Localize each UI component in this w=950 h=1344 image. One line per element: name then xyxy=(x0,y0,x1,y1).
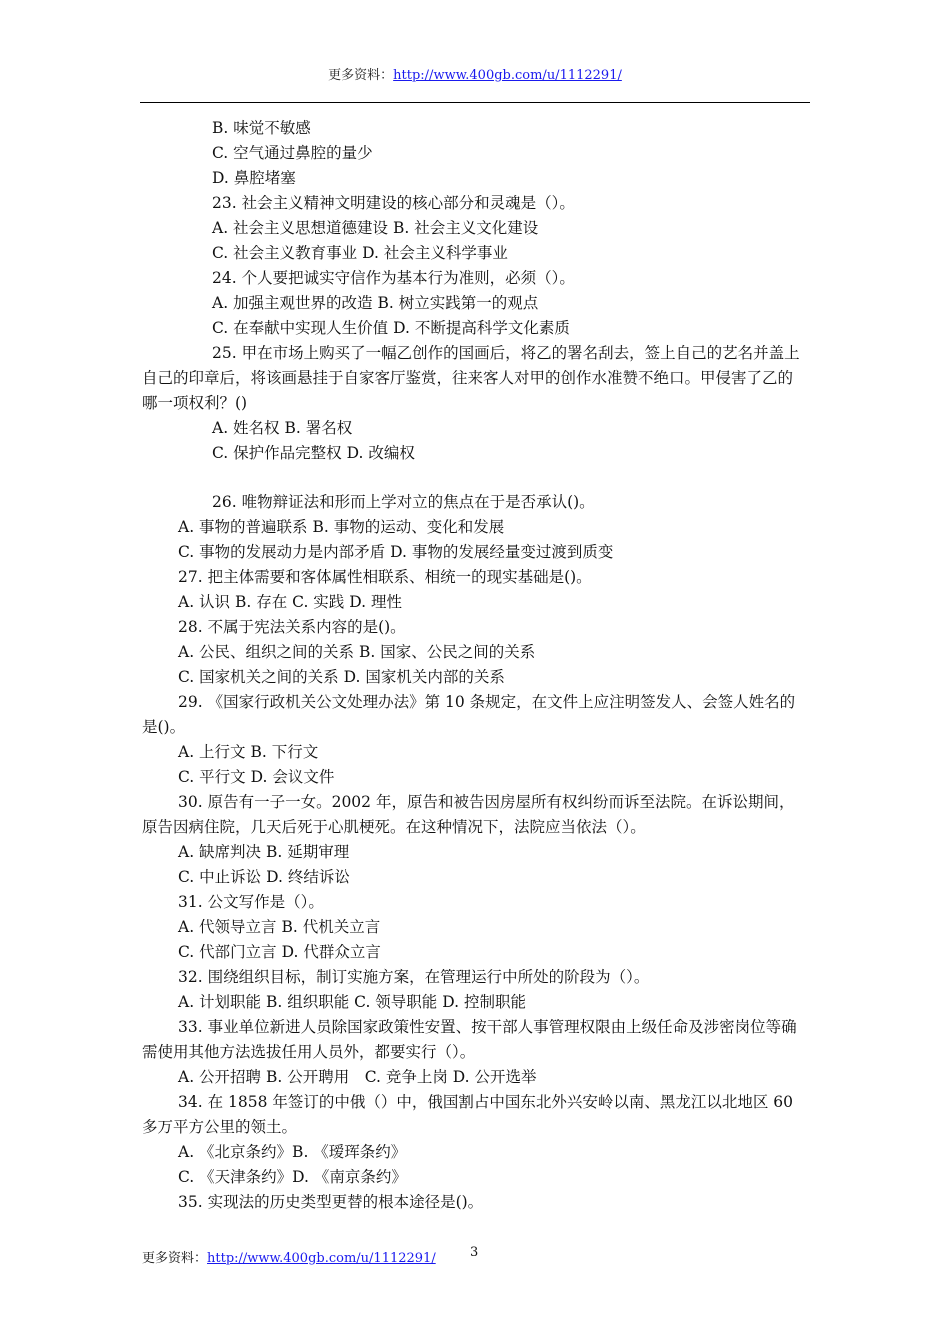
option-line: C. 代部门立言 D. 代群众立言 xyxy=(178,943,381,961)
option-line: A. 计划职能 B. 组织职能 C. 领导职能 D. 控制职能 xyxy=(178,993,526,1011)
page-number: 3 xyxy=(470,1245,479,1260)
header-link[interactable]: http://www.400gb.com/u/1112291/ xyxy=(393,68,622,83)
option-line: D. 鼻腔堵塞 xyxy=(212,169,296,187)
question-34: 34. 在 1858 年签订的中俄（）中，俄国割占中国东北外兴安岭以南、黑龙江以北地区 60 多万平方公里的领土。 xyxy=(142,1093,794,1136)
footer-label: 更多资料： xyxy=(142,1251,208,1266)
question-25: 25. 甲在市场上购买了一幅乙创作的国画后，将乙的署名刮去，签上自己的艺名并盖上自己的印章后，将该画悬挂于自家客厅鉴赏，往来客人对甲的创作水准赞不绝口。甲侵害了乙的哪一项权利？() xyxy=(142,344,800,412)
question-32: 32. 围绕组织目标，制订实施方案，在管理运行中所处的阶段为（）。 xyxy=(178,968,650,986)
option-line: A. 缺席判决 B. 延期审理 xyxy=(178,843,350,861)
spacer xyxy=(142,466,808,490)
option-line: C. 在奉献中实现人生价值 D. 不断提高科学文化素质 xyxy=(212,319,570,337)
option-line: C. 《天津条约》D. 《南京条约》 xyxy=(178,1168,407,1186)
question-28: 28. 不属于宪法关系内容的是()。 xyxy=(178,618,406,636)
option-line: A. 社会主义思想道德建设 B. 社会主义文化建设 xyxy=(212,219,539,237)
option-line: A. 《北京条约》B. 《瑷珲条约》 xyxy=(178,1143,407,1161)
option-line: C. 保护作品完整权 D. 改编权 xyxy=(212,444,415,462)
question-31: 31. 公文写作是（）。 xyxy=(178,893,324,911)
option-line: C. 国家机关之间的关系 D. 国家机关内部的关系 xyxy=(178,668,505,686)
question-29: 29. 《国家行政机关公文处理办法》第 10 条规定，在文件上应注明签发人、会签人姓名的是()。 xyxy=(142,693,796,736)
header-rule xyxy=(140,102,810,103)
question-26: 26. 唯物辩证法和形而上学对立的焦点在于是否承认()。 xyxy=(212,493,595,511)
option-line: C. 社会主义教育事业 D. 社会主义科学事业 xyxy=(212,244,508,262)
option-line: A. 认识 B. 存在 C. 实践 D. 理性 xyxy=(178,593,402,611)
option-line: A. 上行文 B. 下行文 xyxy=(178,743,319,761)
option-line: A. 公民、组织之间的关系 B. 国家、公民之间的关系 xyxy=(178,643,536,661)
option-line: A. 事物的普遍联系 B. 事物的运动、变化和发展 xyxy=(178,518,505,536)
page-header xyxy=(0,64,950,83)
option-line: A. 加强主观世界的改造 B. 树立实践第一的观点 xyxy=(212,294,539,312)
option-line: C. 中止诉讼 D. 终结诉讼 xyxy=(178,868,350,886)
option-line: C. 空气通过鼻腔的量少 xyxy=(212,144,373,162)
page-footer xyxy=(142,1247,436,1266)
footer-link[interactable]: http://www.400gb.com/u/1112291/ xyxy=(207,1251,436,1266)
option-line: C. 平行文 D. 会议文件 xyxy=(178,768,335,786)
option-line: A. 公开招聘 B. 公开聘用 C. 竞争上岗 D. 公开选举 xyxy=(178,1068,537,1086)
question-30: 30. 原告有一子一女。2002 年，原告和被告因房屋所有权纠纷而诉至法院。在诉讼期间，原告因病住院，几天后死于心肌梗死。在这种情况下，法院应当依法（）。 xyxy=(142,793,795,836)
question-24: 24. 个人要把诚实守信作为基本行为准则，必须（）。 xyxy=(212,269,575,287)
header-label: 更多资料： xyxy=(328,68,394,83)
question-33: 33. 事业单位新进人员除国家政策性安置、按干部人事管理权限由上级任命及涉密岗位等确需使用其他方法选拔任用人员外，都要实行（）。 xyxy=(142,1018,797,1061)
option-line: C. 事物的发展动力是内部矛盾 D. 事物的发展经量变过渡到质变 xyxy=(178,543,614,561)
document-body xyxy=(142,116,808,1215)
question-27: 27. 把主体需要和客体属性相联系、相统一的现实基础是()。 xyxy=(178,568,592,586)
question-35: 35. 实现法的历史类型更替的根本途径是()。 xyxy=(178,1193,484,1211)
option-line: B. 味觉不敏感 xyxy=(212,119,311,137)
option-line: A. 代领导立言 B. 代机关立言 xyxy=(178,918,381,936)
question-23: 23. 社会主义精神文明建设的核心部分和灵魂是（）。 xyxy=(212,194,575,212)
option-line: A. 姓名权 B. 署名权 xyxy=(212,419,353,437)
